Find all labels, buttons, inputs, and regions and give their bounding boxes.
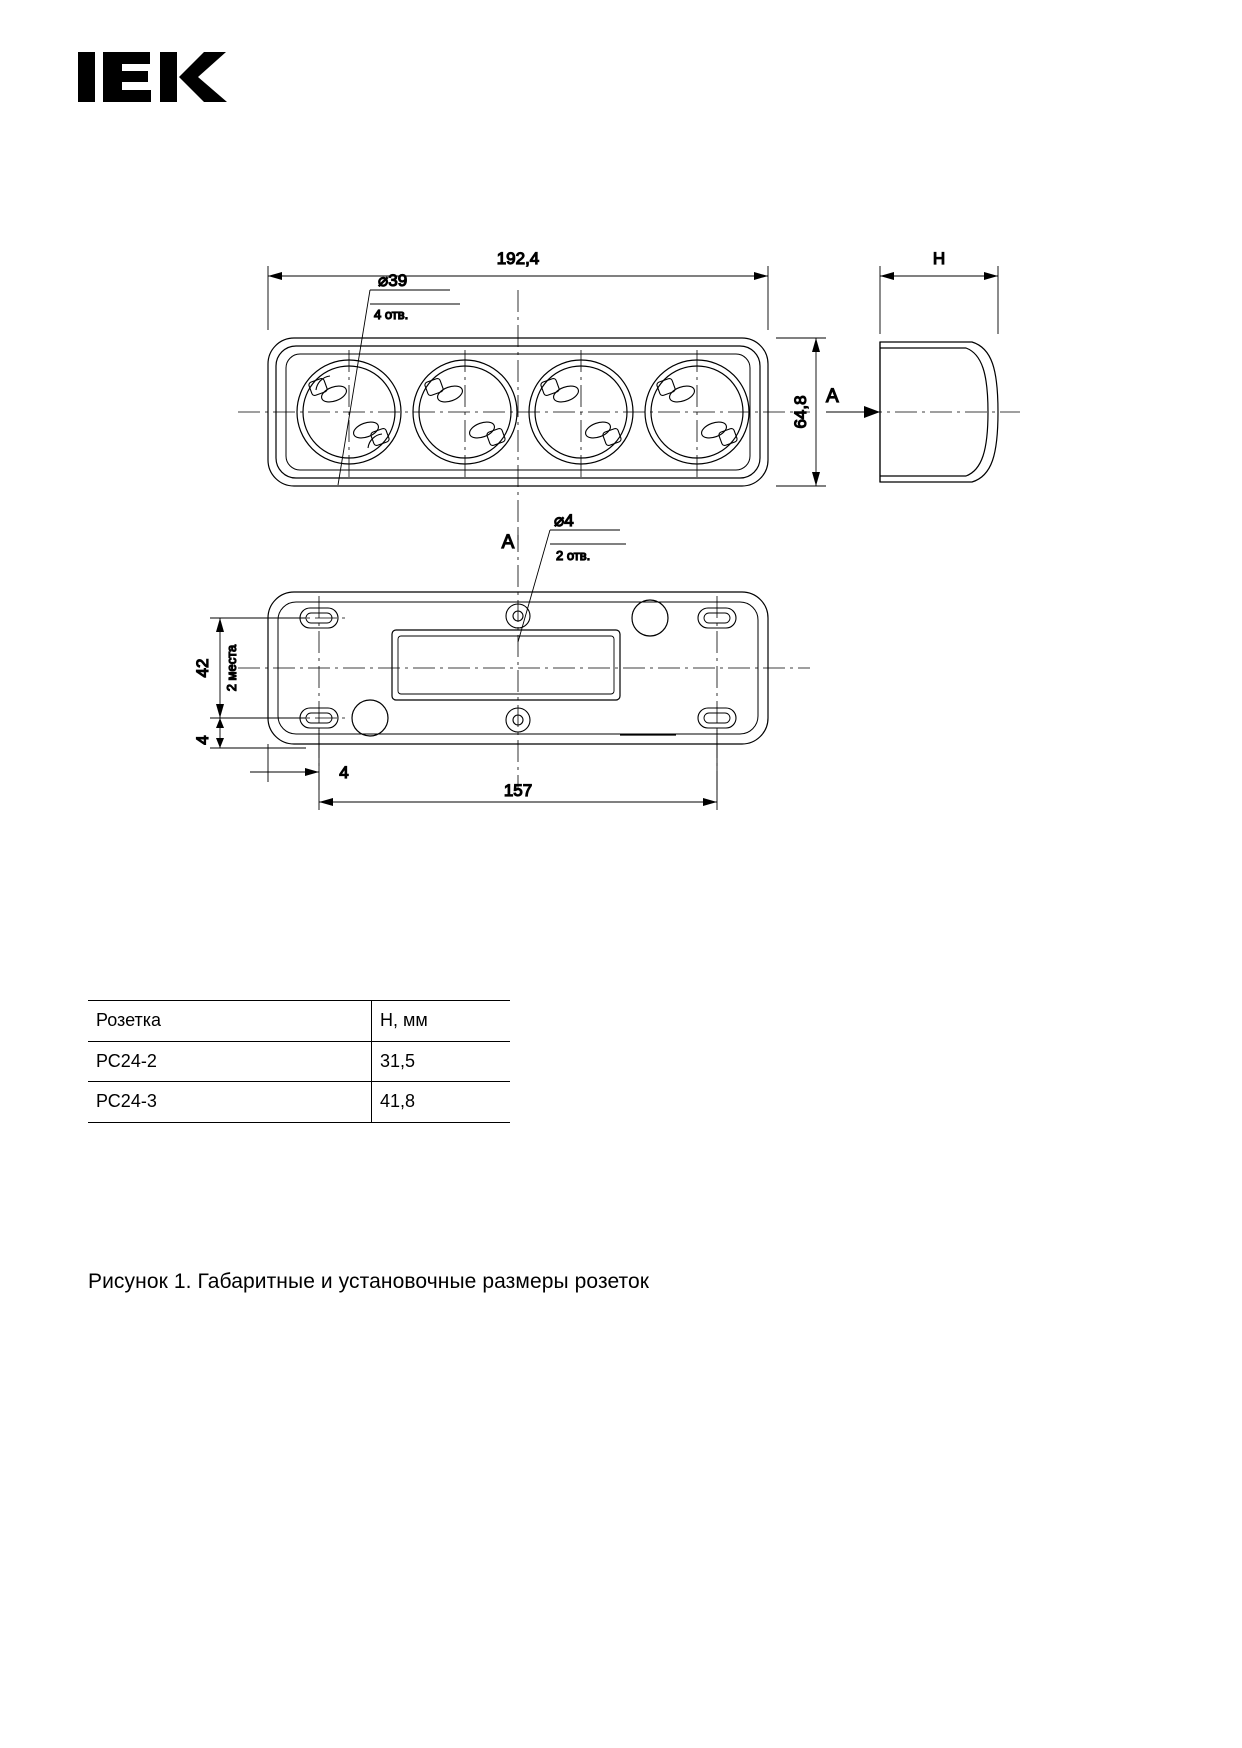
iek-logo-icon — [78, 46, 228, 108]
iek-logo — [78, 46, 228, 108]
table-header-socket: Розетка — [88, 1001, 372, 1042]
technical-drawing — [120, 230, 1120, 810]
table-cell-model: РС24-2 — [88, 1041, 372, 1082]
dim-offset-left-bottom: 4 — [193, 735, 212, 745]
dim-width-total: 192,4 — [496, 249, 540, 268]
dim-hole-big: ⌀39 — [378, 271, 408, 290]
table-header-height: H, мм — [372, 1001, 511, 1042]
dim-mount-vertical-note: 2 места — [224, 644, 239, 692]
table-row — [88, 1041, 510, 1082]
spec-table — [88, 1000, 510, 1123]
dim-mount-horizontal: 157 — [503, 781, 533, 800]
section-mark-side: A — [826, 386, 839, 407]
table-cell-height: 31,5 — [372, 1041, 511, 1082]
table-row — [88, 1082, 510, 1123]
dim-hole-small-note: 2 отв. — [556, 548, 591, 563]
table-cell-model: РС24-3 — [88, 1082, 372, 1123]
figure-caption: Рисунок 1. Габаритные и установочные размеры розеток — [88, 1270, 650, 1293]
drawing-canvas — [120, 230, 1120, 810]
table-header-row — [88, 1001, 510, 1042]
section-mark-bottom: A — [501, 532, 515, 553]
dim-hole-small: ⌀4 — [554, 511, 574, 530]
dim-depth: H — [932, 249, 946, 268]
dim-hole-big-note: 4 отв. — [374, 307, 409, 322]
dim-offset-left-side: 4 — [339, 763, 349, 782]
dim-height-total: 64,8 — [791, 395, 810, 429]
dim-mount-vertical: 42 — [193, 658, 212, 678]
table-cell-height: 41,8 — [372, 1082, 511, 1123]
